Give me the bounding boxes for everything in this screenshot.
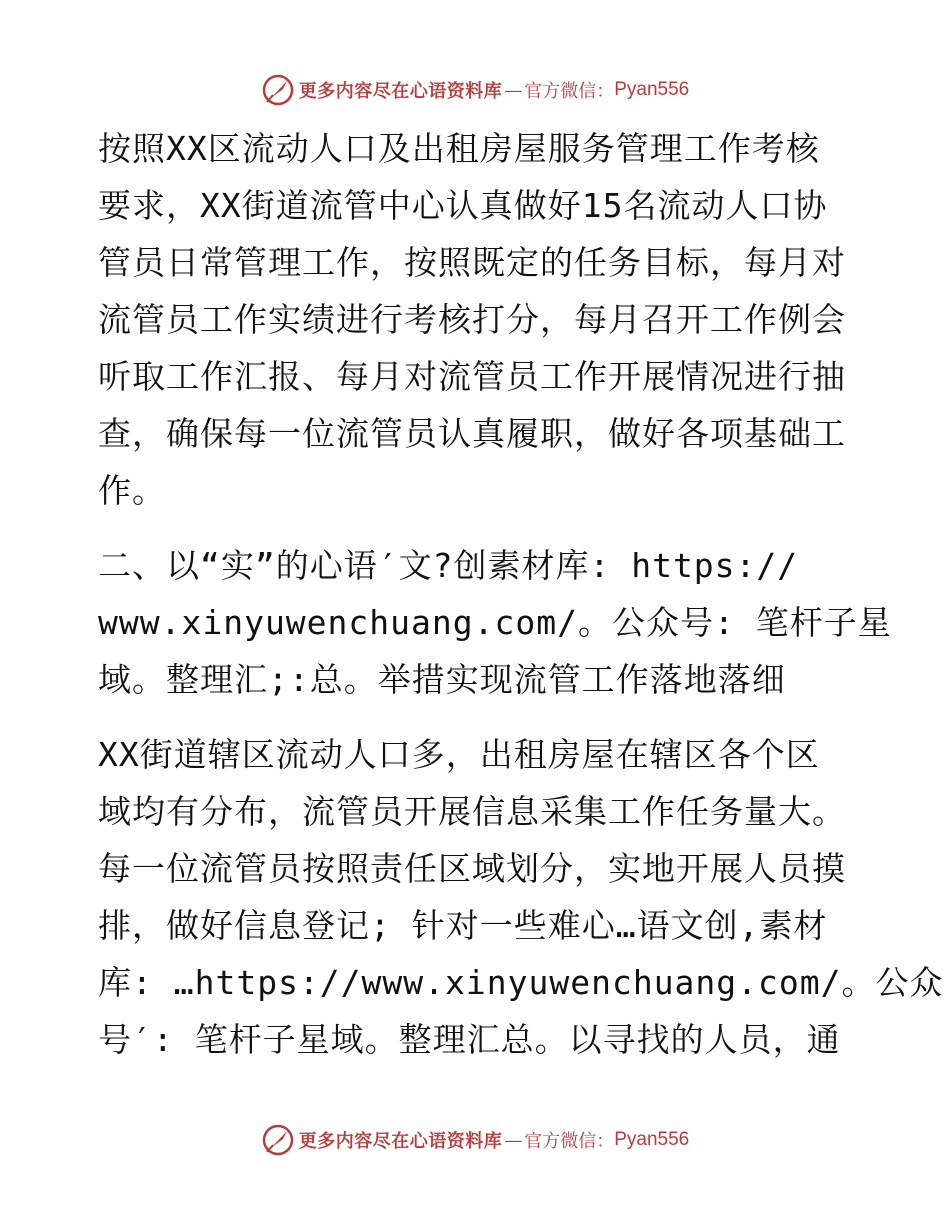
text-line: 听取工作汇报、每月对流管员工作开展情况进行抽 <box>98 357 846 396</box>
header-banner <box>0 70 950 110</box>
text-line: 号′: 笔杆子星域。整理汇总。以寻找的人员，通 <box>98 1020 841 1059</box>
header-title: 更多内容尽在心语资料库 <box>298 81 503 102</box>
paragraph-1 <box>98 120 858 519</box>
header-wechat-id: Pyan556 <box>614 79 690 100</box>
text-line: 要求，XX街道流管中心认真做好15名流动人口协 <box>98 186 828 225</box>
text-line: 排，做好信息登记; 针对一些难心…语文创,素材 <box>98 906 828 945</box>
paragraph-3 <box>98 726 944 1068</box>
footer-separator: — <box>504 1129 523 1151</box>
footer-wechat-label: 官方微信： <box>524 1131 615 1152</box>
text-line: 作。 <box>98 471 166 510</box>
text-line: 按照XX区流动人口及出租房屋服务管理工作考核 <box>98 129 820 168</box>
text-line: www.xinyuwenchuang.com/。公众号: 笔杆子星 <box>98 603 892 642</box>
feather-logo-icon <box>261 73 295 107</box>
text-line: 域。整理汇;:总。举措实现流管工作落地落细 <box>98 660 786 699</box>
feather-logo-icon <box>261 1123 295 1157</box>
text-line: 二、以“实”的心语′文?创素材库: https:// <box>98 546 799 585</box>
footer-banner <box>0 1120 950 1160</box>
document-body <box>98 120 944 1068</box>
header-separator: — <box>504 79 523 101</box>
text-line: 域均有分布，流管员开展信息采集工作任务量大。 <box>98 792 846 831</box>
paragraph-2 <box>98 537 892 708</box>
text-line: 流管员工作实绩进行考核打分，每月召开工作例会 <box>98 300 846 339</box>
header-wechat-label: 官方微信： <box>524 81 615 102</box>
text-line: 库: …https://www.xinyuwenchuang.com/。公众 <box>98 963 944 1002</box>
text-line: XX街道辖区流动人口多，出租房屋在辖区各个区 <box>98 735 820 774</box>
text-line: 查，确保每一位流管员认真履职，做好各项基础工 <box>98 414 846 453</box>
text-line: 每一位流管员按照责任区域划分，实地开展人员摸 <box>98 849 846 888</box>
text-line: 管员日常管理工作，按照既定的任务目标，每月对 <box>98 243 846 282</box>
footer-wechat-id: Pyan556 <box>614 1129 690 1150</box>
footer-title: 更多内容尽在心语资料库 <box>298 1131 503 1152</box>
